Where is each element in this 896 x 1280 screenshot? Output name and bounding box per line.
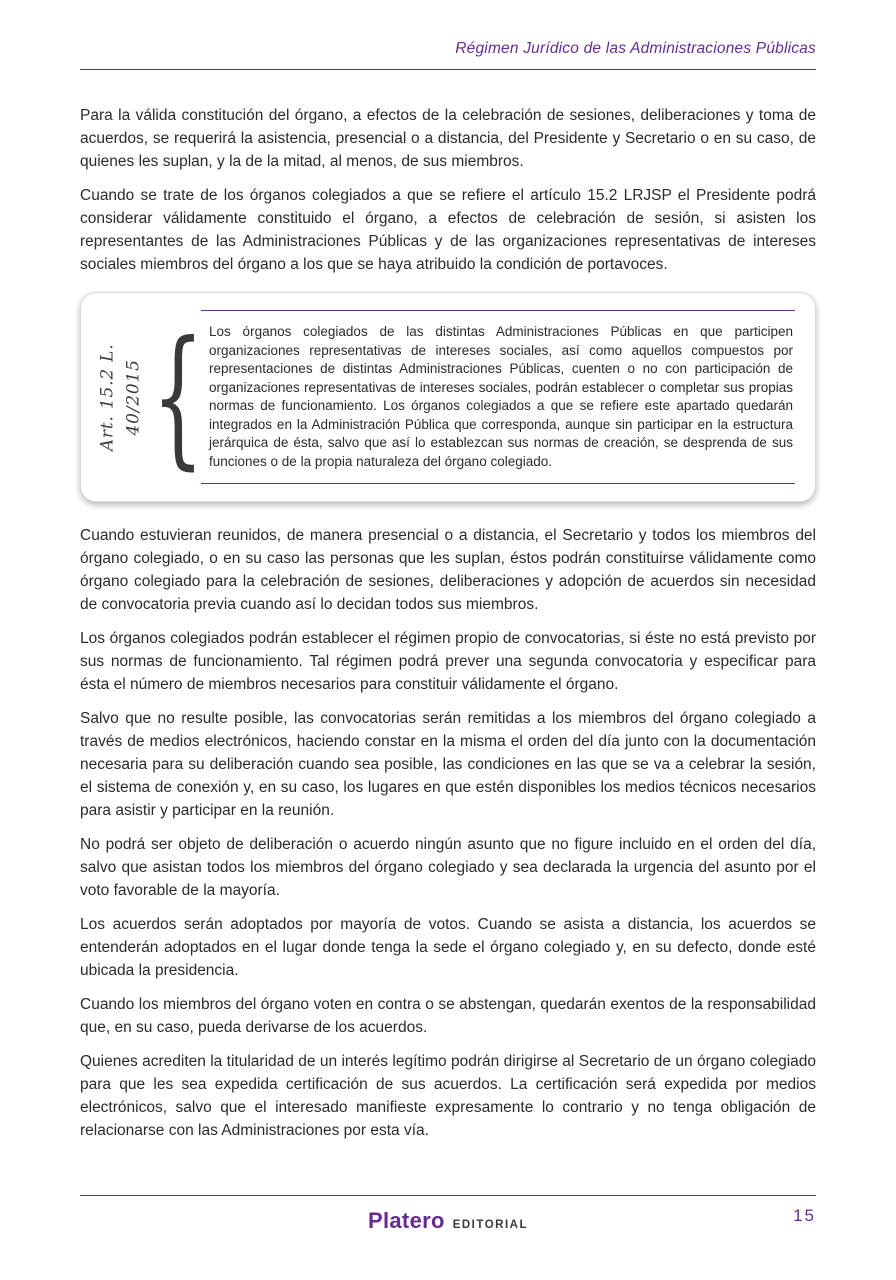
page-header [80,40,816,70]
paragraph: Para la válida constitución del órgano, a efectos de la celebración de sesiones, deliberaciones y toma de acuerdos, se requerirá la asistencia, presencial o a distancia, del Presidente y Secretario o en su caso, de quienes les suplan, y la de la mitad, al menos, de sus miembros. [80,107,816,170]
callout-quote-text: Los órganos colegiados de las distintas Administraciones Públicas en que participen organizaciones representativas de intereses sociales, así como aquellos compuestos por representaciones de distintas Administraciones Públicas, cuenten o no con participación de organizaciones representativas de intereses sociales, podrán establecer o completar sus propias normas de funcionamiento. Los órganos colegiados a que se refiere este apartado quedarán integrados en la Administración Pública que corresponda, aunque sin participar en la estructura jerárquica de ésta, salvo que así lo establezcan sus normas de creación, se desprenda de sus funciones o de la propia naturaleza del órgano colegiado. [201,310,795,484]
paragraph: No podrá ser objeto de deliberación o acuerdo ningún asunto que no figure incluido en el orden del día, salvo que asistan todos los miembros del órgano colegiado y sea declarada la urgencia del asunto por el voto favorable de la mayoría. [80,836,816,899]
paragraph: Los órganos colegiados podrán establecer el régimen propio de convocatorias, si éste no está previsto por sus normas de funcionamiento. Tal régimen podrá prever una segunda convocatoria y especificar para ésta el número de miembros necesarios para constituir válidamente el órgano. [80,630,816,693]
page-body [80,104,816,1142]
publisher-name: Platero [368,1208,445,1233]
callout-label-line2: 40/2015 [124,358,144,436]
brace-icon: { [151,310,205,484]
publisher-logo [80,1208,816,1234]
callout-box [80,292,816,502]
callout-article-label [85,307,157,487]
paragraph: Cuando se trate de los órganos colegiados a que se refiere el artículo 15.2 LRJSP el Presidente podrá considerar válidamente constituido el órgano, a efectos de celebración de sesión, si asisten los representantes de las Administraciones Públicas y de las organizaciones representativas de intereses sociales miembros del órgano a los que se haya atribuido la condición de portavoces. [80,187,816,273]
paragraph: Cuando los miembros del órgano voten en contra o se abstengan, quedarán exentos de la responsabilidad que, en su caso, pueda derivarse de los acuerdos. [80,996,816,1036]
page-number: 15 [793,1206,816,1225]
callout-label-line1: Art. 15.2 L. [97,343,118,451]
running-header-title: Régimen Jurídico de las Administraciones Públicas [455,40,816,57]
callout-article-label-text [95,343,148,451]
publisher-suffix: EDITORIAL [452,1219,528,1231]
page-footer [80,1195,816,1234]
paragraph: Cuando estuvieran reunidos, de manera presencial o a distancia, el Secretario y todos los miembros del órgano colegiado, o en su caso las personas que les suplan, éstos podrán constituirse válidamente como órgano colegiado para la celebración de sesiones, deliberaciones y adopción de acuerdos sin necesidad de convocatoria previa cuando así lo decidan todos sus miembros. [80,527,816,613]
paragraph: Salvo que no resulte posible, las convocatorias serán remitidas a los miembros del órgano colegiado a través de medios electrónicos, haciendo constar en la misma el orden del día junto con la documentación necesaria para su deliberación cuando sea posible, las condiciones en las que se va a celebrar la sesión, el sistema de conexión y, en su caso, los lugares en que estén disponibles los medios técnicos necesarios para asistir y participar en la reunión. [80,710,816,819]
paragraph: Los acuerdos serán adoptados por mayoría de votos. Cuando se asista a distancia, los acuerdos se entenderán adoptados en el lugar donde tenga la sede el órgano colegiado y, en su defecto, donde esté ubicada la presidencia. [80,916,816,979]
paragraph: Quienes acrediten la titularidad de un interés legítimo podrán dirigirse al Secretario de un órgano colegiado para que les sea expedida certificación de sus acuerdos. La certificación será expedida por medios electrónicos, salvo que el interesado manifieste expresamente lo contrario y no tenga obligación de relacionarse con las Administraciones por esta vía. [80,1053,816,1139]
